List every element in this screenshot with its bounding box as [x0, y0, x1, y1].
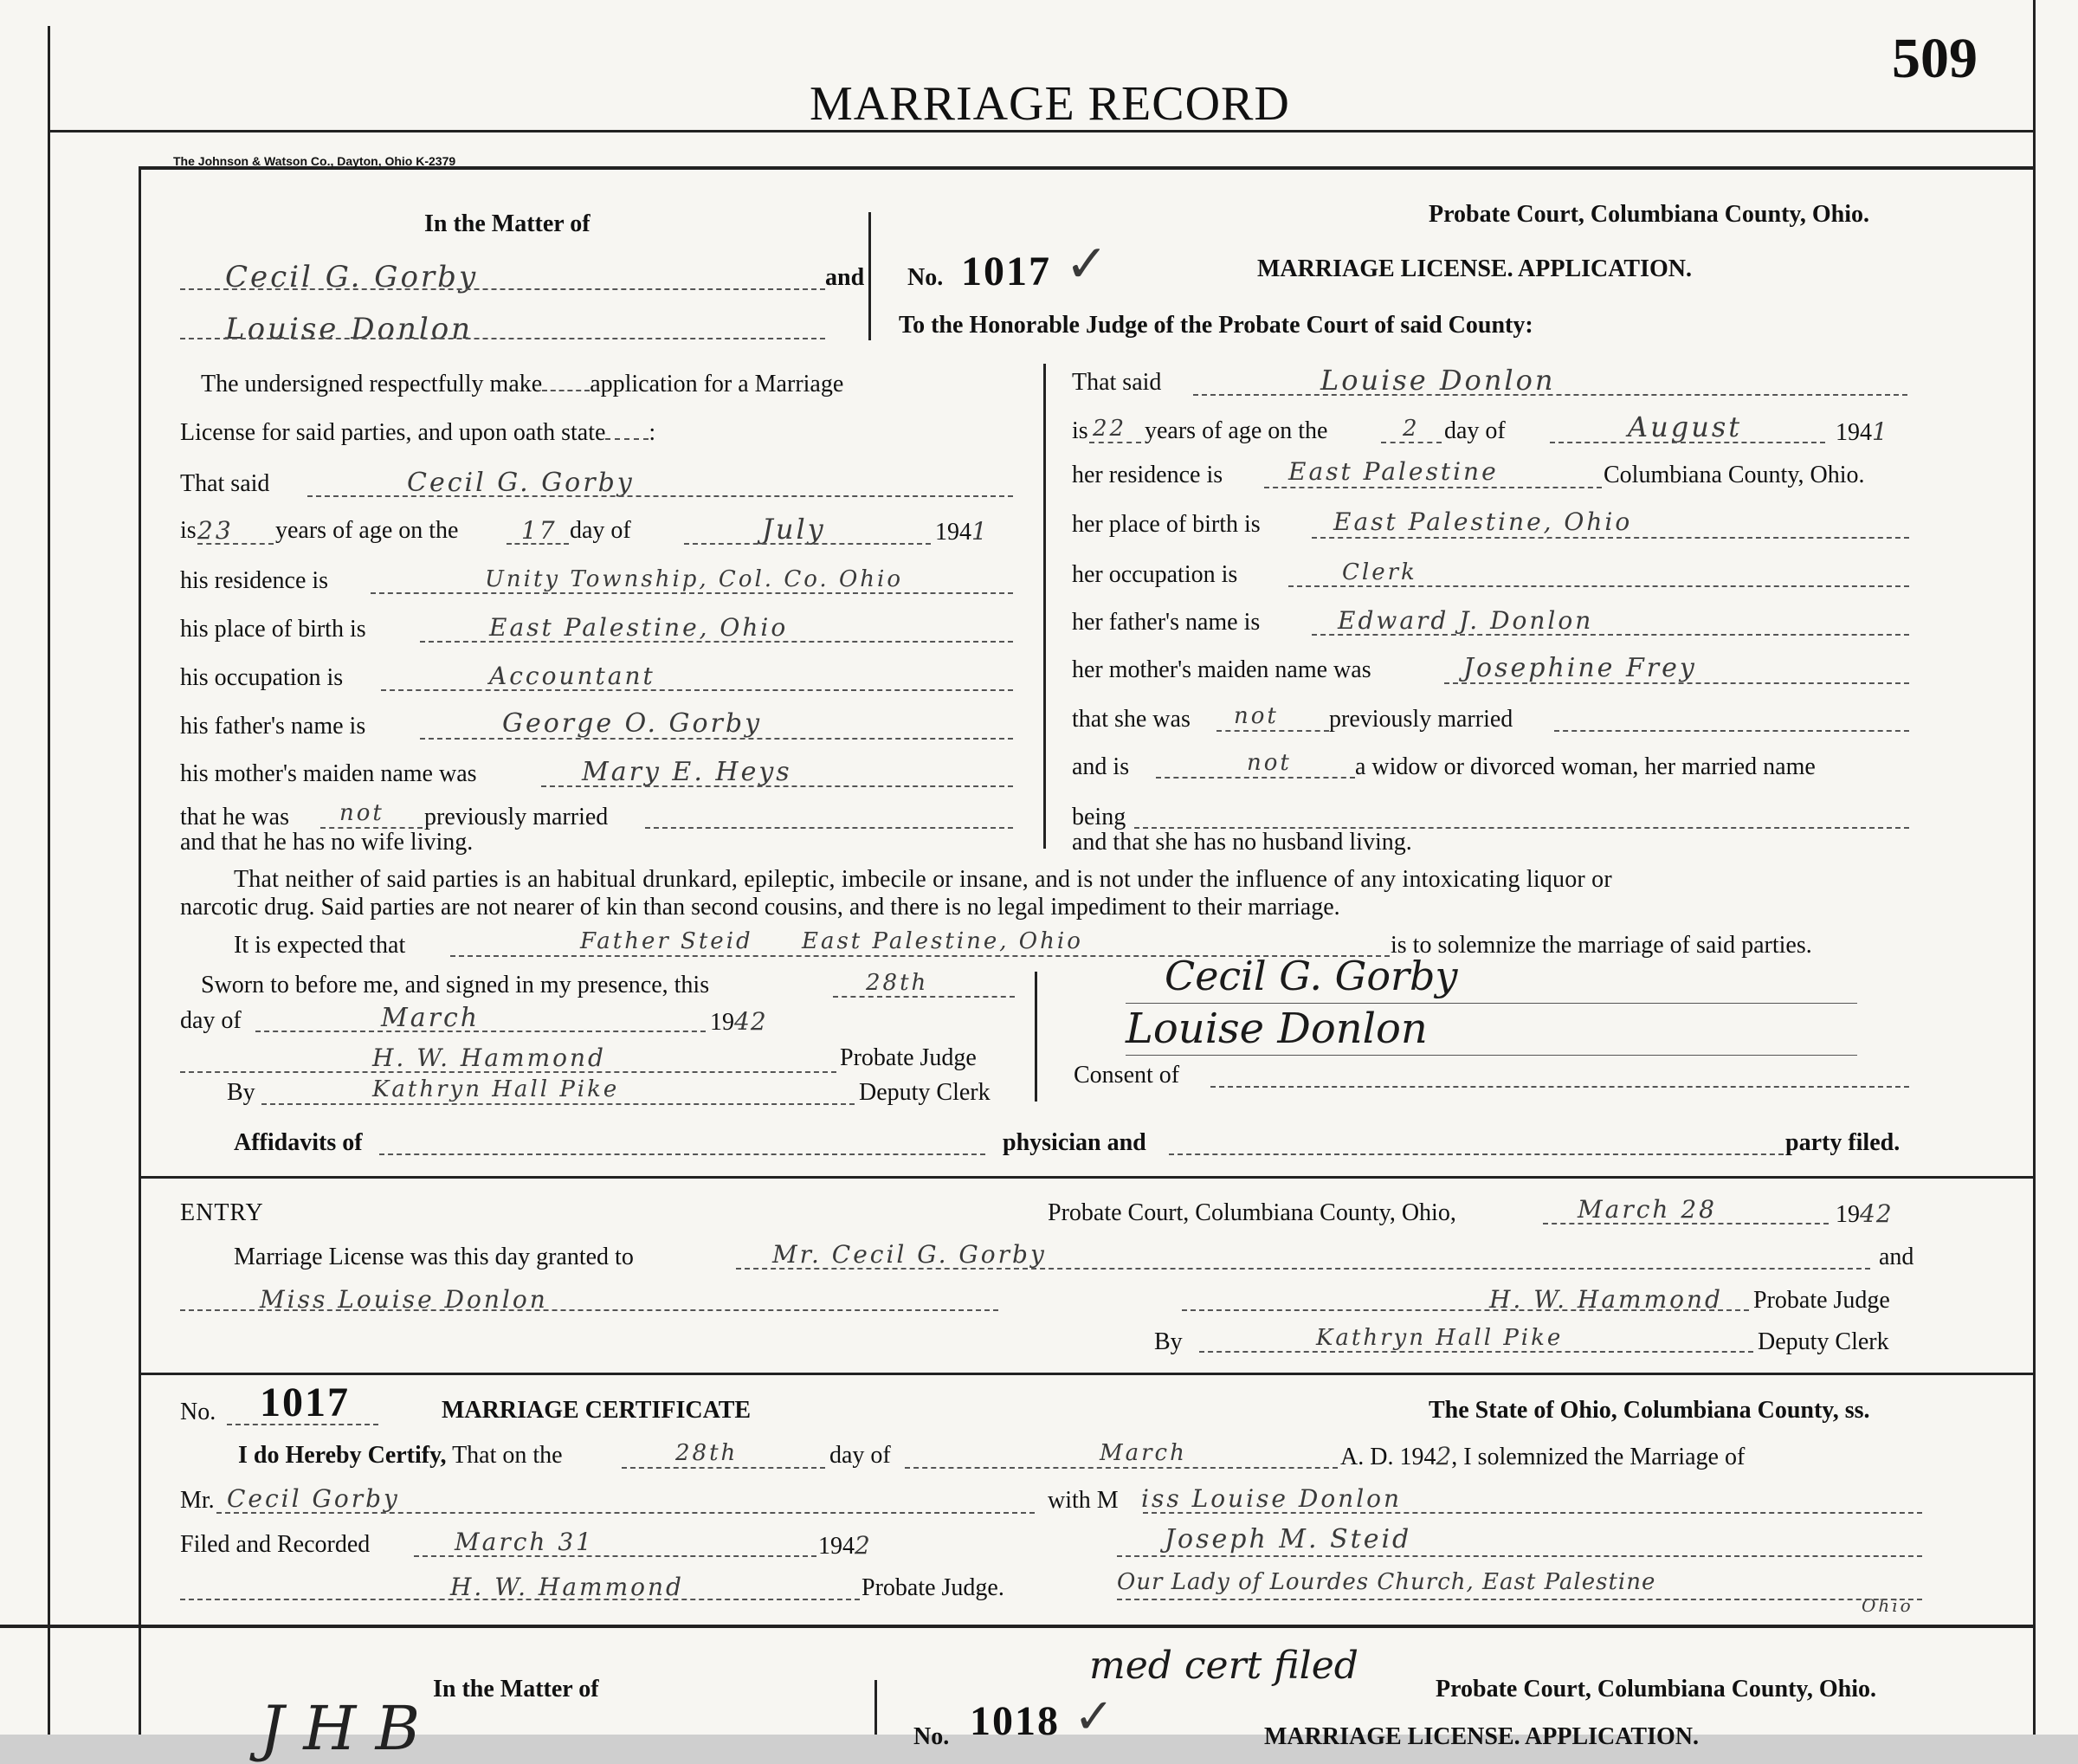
- groom-year-suffix: 1: [971, 517, 987, 546]
- entry-deputy-clerk: Deputy Clerk: [1758, 1328, 1889, 1355]
- groom-prev-label-2: previously married: [424, 804, 609, 830]
- license-no-label: No.: [907, 264, 944, 291]
- sworn-deputy-clerk: Deputy Clerk: [859, 1079, 991, 1106]
- bride-name: Louise Donlon: [225, 312, 474, 346]
- bride-birthplace-label: her place of birth is: [1072, 511, 1261, 538]
- certificate-day-of: day of: [829, 1442, 891, 1469]
- intro-text-b: application for a Marriage: [590, 371, 844, 397]
- bride-that-said-value: Louise Donlon: [1320, 364, 1556, 397]
- groom-father-line: [420, 738, 1013, 740]
- certificate-church: Our Lady of Lourdes Church, East Palestine: [1117, 1569, 1656, 1595]
- application-heading: MARRIAGE LICENSE. APPLICATION.: [1257, 255, 1692, 282]
- groom-residence-label: his residence is: [180, 567, 329, 594]
- groom-father: George O. Gorby: [502, 708, 763, 739]
- entry-second: Miss Louise Donlon: [260, 1285, 548, 1314]
- entry-year-prefix: 19: [1836, 1201, 1860, 1228]
- certificate-groom-line: [216, 1512, 1035, 1514]
- bride-signature-line: [1126, 1055, 1857, 1056]
- bride-occupation-line: [1288, 585, 1909, 587]
- certificate-officiant: Joseph M. Steid: [1165, 1524, 1412, 1554]
- groom-years-label: years of age on the: [275, 517, 459, 544]
- groom-father-label: his father's name is: [180, 713, 366, 740]
- groom-residence-line: [371, 592, 1013, 594]
- certificate-number: 1017: [260, 1380, 350, 1425]
- entry-clerk-line: [1199, 1351, 1753, 1353]
- groom-name: Cecil G. Gorby: [225, 260, 479, 294]
- certificate-solemnized: , I solemnized the Marriage of: [1451, 1444, 1746, 1470]
- intro-text-c: License for said parties, and upon oath state: [180, 419, 606, 446]
- certificate-filed-line: [414, 1555, 816, 1557]
- certificate-bride: iss Louise Donlon: [1141, 1484, 1403, 1513]
- statement-line-1: That neither of said parties is an habitual drunkard, epileptic, imbecile or insane, and is not under the influence of any intoxicating liquor or: [234, 866, 1612, 893]
- groom-mother-line: [541, 785, 1013, 787]
- certificate-filed-year-prefix: 194: [818, 1533, 855, 1560]
- groom-residence: Unity Township, Col. Co. Ohio: [485, 566, 903, 592]
- entry-date-line: [1543, 1223, 1829, 1224]
- sworn-probate-judge: Probate Judge: [840, 1044, 977, 1071]
- expected-officiant: Father Steid East Palestine, Ohio: [580, 928, 1083, 954]
- next-in-matter-of: In the Matter of: [433, 1676, 599, 1703]
- bride-prev-tail-line: [1554, 730, 1909, 732]
- bride-birthplace: East Palestine, Ohio: [1333, 507, 1633, 536]
- physician-and: physician and: [1003, 1129, 1146, 1156]
- certificate-filed-year: [818, 1531, 870, 1560]
- sworn-label: Sworn to before me, and signed in my presence, this: [201, 972, 710, 998]
- page-number: 509: [1892, 27, 1978, 90]
- certificate-month-line: [905, 1467, 1338, 1469]
- groom-that-said-line: [307, 495, 1013, 497]
- bride-day: 2: [1403, 416, 1420, 442]
- groom-name-line: [180, 288, 825, 290]
- intro-line-2: License for said parties, and upon oath state :: [180, 419, 656, 446]
- certificate-mr: Mr.: [180, 1487, 215, 1514]
- certificate-state: The State of Ohio, Columbiana County, ss.: [1429, 1397, 1870, 1424]
- sworn-month: March: [381, 1003, 481, 1033]
- groom-signature: Cecil G. Gorby: [1165, 953, 1458, 999]
- sworn-judge-line: [180, 1071, 836, 1073]
- groom-year-print: [935, 517, 987, 546]
- bride-occupation: Clerk: [1342, 559, 1417, 585]
- certify-text: That on the: [452, 1442, 563, 1469]
- bride-year-suffix: 1: [1872, 417, 1888, 446]
- address-line: To the Honorable Judge of the Probate Court of said County:: [899, 312, 1533, 339]
- inner-left-border: [139, 166, 141, 1735]
- license-number: 1017: [961, 249, 1051, 294]
- bride-year-prefix: 194: [1836, 419, 1872, 446]
- bride-residence-county: Columbiana County, Ohio.: [1604, 462, 1865, 488]
- entry-second-line: [180, 1309, 998, 1311]
- record-divider: [0, 1625, 2035, 1628]
- certificate-bride-line: [1143, 1512, 1922, 1514]
- next-groom-signature-fragment: J H B: [260, 1693, 421, 1764]
- consent-line: [1210, 1086, 1909, 1088]
- sworn-day: 28th: [866, 970, 929, 996]
- bride-residence: East Palestine: [1288, 457, 1499, 486]
- certificate-month: March: [1100, 1440, 1187, 1466]
- sworn-year: [710, 1007, 767, 1037]
- entry-judge-line: [1182, 1309, 1749, 1311]
- certificate-no-label: No.: [180, 1399, 216, 1425]
- groom-occupation-label: his occupation is: [180, 664, 344, 691]
- consent-of: Consent of: [1074, 1062, 1180, 1089]
- bride-prev-label-1: that she was: [1072, 706, 1191, 733]
- in-matter-of: In the Matter of: [424, 210, 590, 237]
- groom-age: 23: [197, 516, 234, 545]
- bride-is-label: is: [1072, 417, 1088, 444]
- certificate-filed-date: March 31: [455, 1528, 594, 1556]
- groom-is-label: is: [180, 517, 197, 544]
- bride-years-label: years of age on the: [1145, 417, 1328, 444]
- sworn-year-suffix: 42: [734, 1007, 767, 1036]
- next-note: med cert filed: [1089, 1644, 1358, 1688]
- expected-tail: is to solemnize the marriage of said parties.: [1391, 932, 1812, 959]
- sworn-year-prefix: 19: [710, 1009, 734, 1036]
- entry-by: By: [1154, 1328, 1183, 1355]
- entry-judge: H. W. Hammond: [1489, 1285, 1723, 1314]
- groom-occupation: Accountant: [489, 662, 655, 690]
- entry-year-suffix: 42: [1860, 1199, 1893, 1228]
- page-title: MARRIAGE RECORD: [810, 77, 1290, 131]
- certificate-heading: MARRIAGE CERTIFICATE: [442, 1397, 752, 1424]
- sworn-bracket: [1035, 972, 1037, 1102]
- bride-day-of-label: day of: [1444, 417, 1506, 444]
- certificate-ad-suffix: 2: [1436, 1442, 1452, 1470]
- groom-day: 17: [521, 516, 558, 545]
- bride-mother-label: her mother's maiden name was: [1072, 656, 1371, 683]
- sworn-by: By: [227, 1079, 255, 1106]
- groom-occupation-line: [381, 689, 1013, 691]
- bride-father-label: her father's name is: [1072, 609, 1261, 636]
- certificate-day-line: [622, 1467, 825, 1469]
- bride-age-line: [1089, 442, 1141, 443]
- bride-prev: not: [1234, 703, 1279, 729]
- certificate-ad: [1340, 1442, 1745, 1471]
- bride-prev-line: [1216, 730, 1329, 732]
- sworn-clerk-line: [261, 1103, 855, 1105]
- certificate-filed-year-suffix: 2: [855, 1531, 870, 1560]
- entry-probate-judge: Probate Judge: [1753, 1287, 1890, 1314]
- column-divider: [1043, 364, 1046, 849]
- sworn-month-line: [255, 1031, 706, 1032]
- bride-prev-label-2: previously married: [1329, 706, 1513, 733]
- certificate-ad-prefix: A. D. 194: [1340, 1444, 1436, 1470]
- bride-month-line: [1550, 442, 1825, 443]
- next-court: Probate Court, Columbiana County, Ohio.: [1436, 1676, 1876, 1703]
- next-checkmark-icon: ✓: [1074, 1689, 1117, 1745]
- bride-birthplace-line: [1312, 537, 1909, 539]
- groom-prev-label-1: that he was: [180, 804, 289, 830]
- groom-that-said-label: That said: [180, 470, 270, 497]
- bride-day-line: [1381, 442, 1442, 443]
- certify-bold: I do Hereby Certify,: [238, 1442, 447, 1469]
- bride-that-said-line: [1193, 394, 1907, 396]
- bride-month: August: [1628, 410, 1743, 443]
- entry-divider: [139, 1176, 2035, 1179]
- bride-mother-line: [1444, 682, 1909, 684]
- next-heading: MARRIAGE LICENSE. APPLICATION.: [1264, 1723, 1699, 1750]
- groom-age-line: [197, 543, 274, 545]
- certify-line: [238, 1442, 563, 1470]
- entry-court-date-label: Probate Court, Columbiana County, Ohio,: [1048, 1199, 1456, 1226]
- certificate-divider: [139, 1373, 2035, 1375]
- certificate-filed-label: Filed and Recorded: [180, 1531, 371, 1558]
- court-heading: Probate Court, Columbiana County, Ohio.: [1429, 201, 1869, 228]
- entry-date: March 28: [1578, 1195, 1717, 1224]
- checkmark-icon: ✓: [1065, 234, 1112, 294]
- party-filed: party filed.: [1785, 1129, 1901, 1156]
- intro-text-a: The undersigned respectfully make: [201, 371, 543, 397]
- bride-widow-label-2: a widow or divorced woman, her married name: [1355, 753, 1816, 780]
- groom-month: July: [762, 513, 826, 546]
- matter-bracket: [868, 212, 871, 340]
- next-no-label: No.: [913, 1723, 950, 1750]
- bride-occupation-label: her occupation is: [1072, 561, 1238, 588]
- certificate-judge: H. W. Hammond: [450, 1573, 684, 1601]
- sworn-day-line: [833, 996, 1015, 998]
- bride-widow-line: [1156, 777, 1355, 779]
- expected-label: It is expected that: [234, 932, 406, 959]
- physician-line: [1169, 1153, 1784, 1155]
- groom-no-wife: and that he has no wife living.: [180, 829, 474, 856]
- sworn-judge: H. W. Hammond: [372, 1044, 606, 1072]
- bride-no-husband: and that she has no husband living.: [1072, 829, 1412, 856]
- certificate-number-line: [227, 1424, 378, 1425]
- affidavits-line: [379, 1153, 985, 1155]
- next-matter-bracket: [874, 1680, 877, 1735]
- and-label: and: [825, 264, 865, 291]
- certificate-church-line: [1117, 1599, 1922, 1600]
- certificate-groom: Cecil Gorby: [227, 1484, 400, 1513]
- bride-mother: Josephine Frey: [1463, 653, 1697, 683]
- groom-day-line: [507, 543, 569, 545]
- groom-mother: Mary E. Heys: [582, 757, 792, 787]
- bride-being-label: being: [1072, 804, 1126, 830]
- sworn-clerk: Kathryn Hall Pike: [372, 1076, 620, 1102]
- bride-father-line: [1312, 634, 1909, 636]
- bride-residence-line: [1264, 487, 1602, 488]
- entry-granted-label: Marriage License was this day granted to: [234, 1244, 634, 1270]
- certificate-church-state: Ohio: [1862, 1595, 1913, 1616]
- next-number: 1018: [970, 1698, 1060, 1744]
- certificate-day: 28th: [675, 1440, 739, 1466]
- statement-line-2: narcotic drug. Said parties are not nearer of kin than second cousins, and there is no legal impediment to their marriage.: [180, 894, 1340, 921]
- groom-year-prefix: 194: [935, 519, 971, 546]
- entry-label: ENTRY: [180, 1199, 264, 1226]
- bride-father: Edward J. Donlon: [1338, 606, 1594, 635]
- bride-widow-label-1: and is: [1072, 753, 1130, 780]
- certificate-with: with M: [1048, 1487, 1119, 1514]
- entry-and: and: [1879, 1244, 1914, 1270]
- right-border: [2033, 0, 2036, 1735]
- groom-birthplace-line: [420, 641, 1013, 643]
- groom-day-of-label: day of: [570, 517, 631, 544]
- bride-residence-label: her residence is: [1072, 462, 1223, 488]
- groom-month-line: [684, 543, 931, 545]
- certificate-judge-line: [180, 1599, 860, 1600]
- bride-signature: Louise Donlon: [1126, 1005, 1428, 1053]
- entry-granted-line: [736, 1268, 1870, 1270]
- bride-year-print: [1836, 417, 1888, 447]
- groom-prev-tail-line: [645, 827, 1013, 829]
- bride-name-line: [180, 338, 825, 339]
- entry-clerk: Kathryn Hall Pike: [1316, 1325, 1564, 1351]
- affidavits-label: Affidavits of: [234, 1129, 363, 1156]
- groom-birthplace: East Palestine, Ohio: [489, 613, 789, 642]
- groom-birthplace-label: his place of birth is: [180, 616, 366, 643]
- certificate-probate-judge: Probate Judge.: [862, 1574, 1004, 1601]
- printer-imprint: The Johnson & Watson Co., Dayton, Ohio K-2379: [173, 154, 456, 168]
- certificate-officiant-line: [1117, 1555, 1922, 1557]
- entry-year: [1836, 1199, 1893, 1229]
- entry-granted: Mr. Cecil G. Gorby: [772, 1240, 1047, 1269]
- groom-mother-label: his mother's maiden name was: [180, 760, 477, 787]
- bride-widow: not: [1247, 750, 1292, 776]
- bride-age: 22: [1093, 416, 1127, 442]
- intro-line-1: [201, 371, 843, 398]
- outer-left-border: [48, 26, 50, 1735]
- groom-signature-line: [1126, 1003, 1857, 1004]
- groom-prev: not: [339, 800, 384, 826]
- bride-that-said-label: That said: [1072, 369, 1162, 396]
- sworn-day-of: day of: [180, 1007, 242, 1034]
- groom-that-said-value: Cecil G. Gorby: [407, 468, 635, 498]
